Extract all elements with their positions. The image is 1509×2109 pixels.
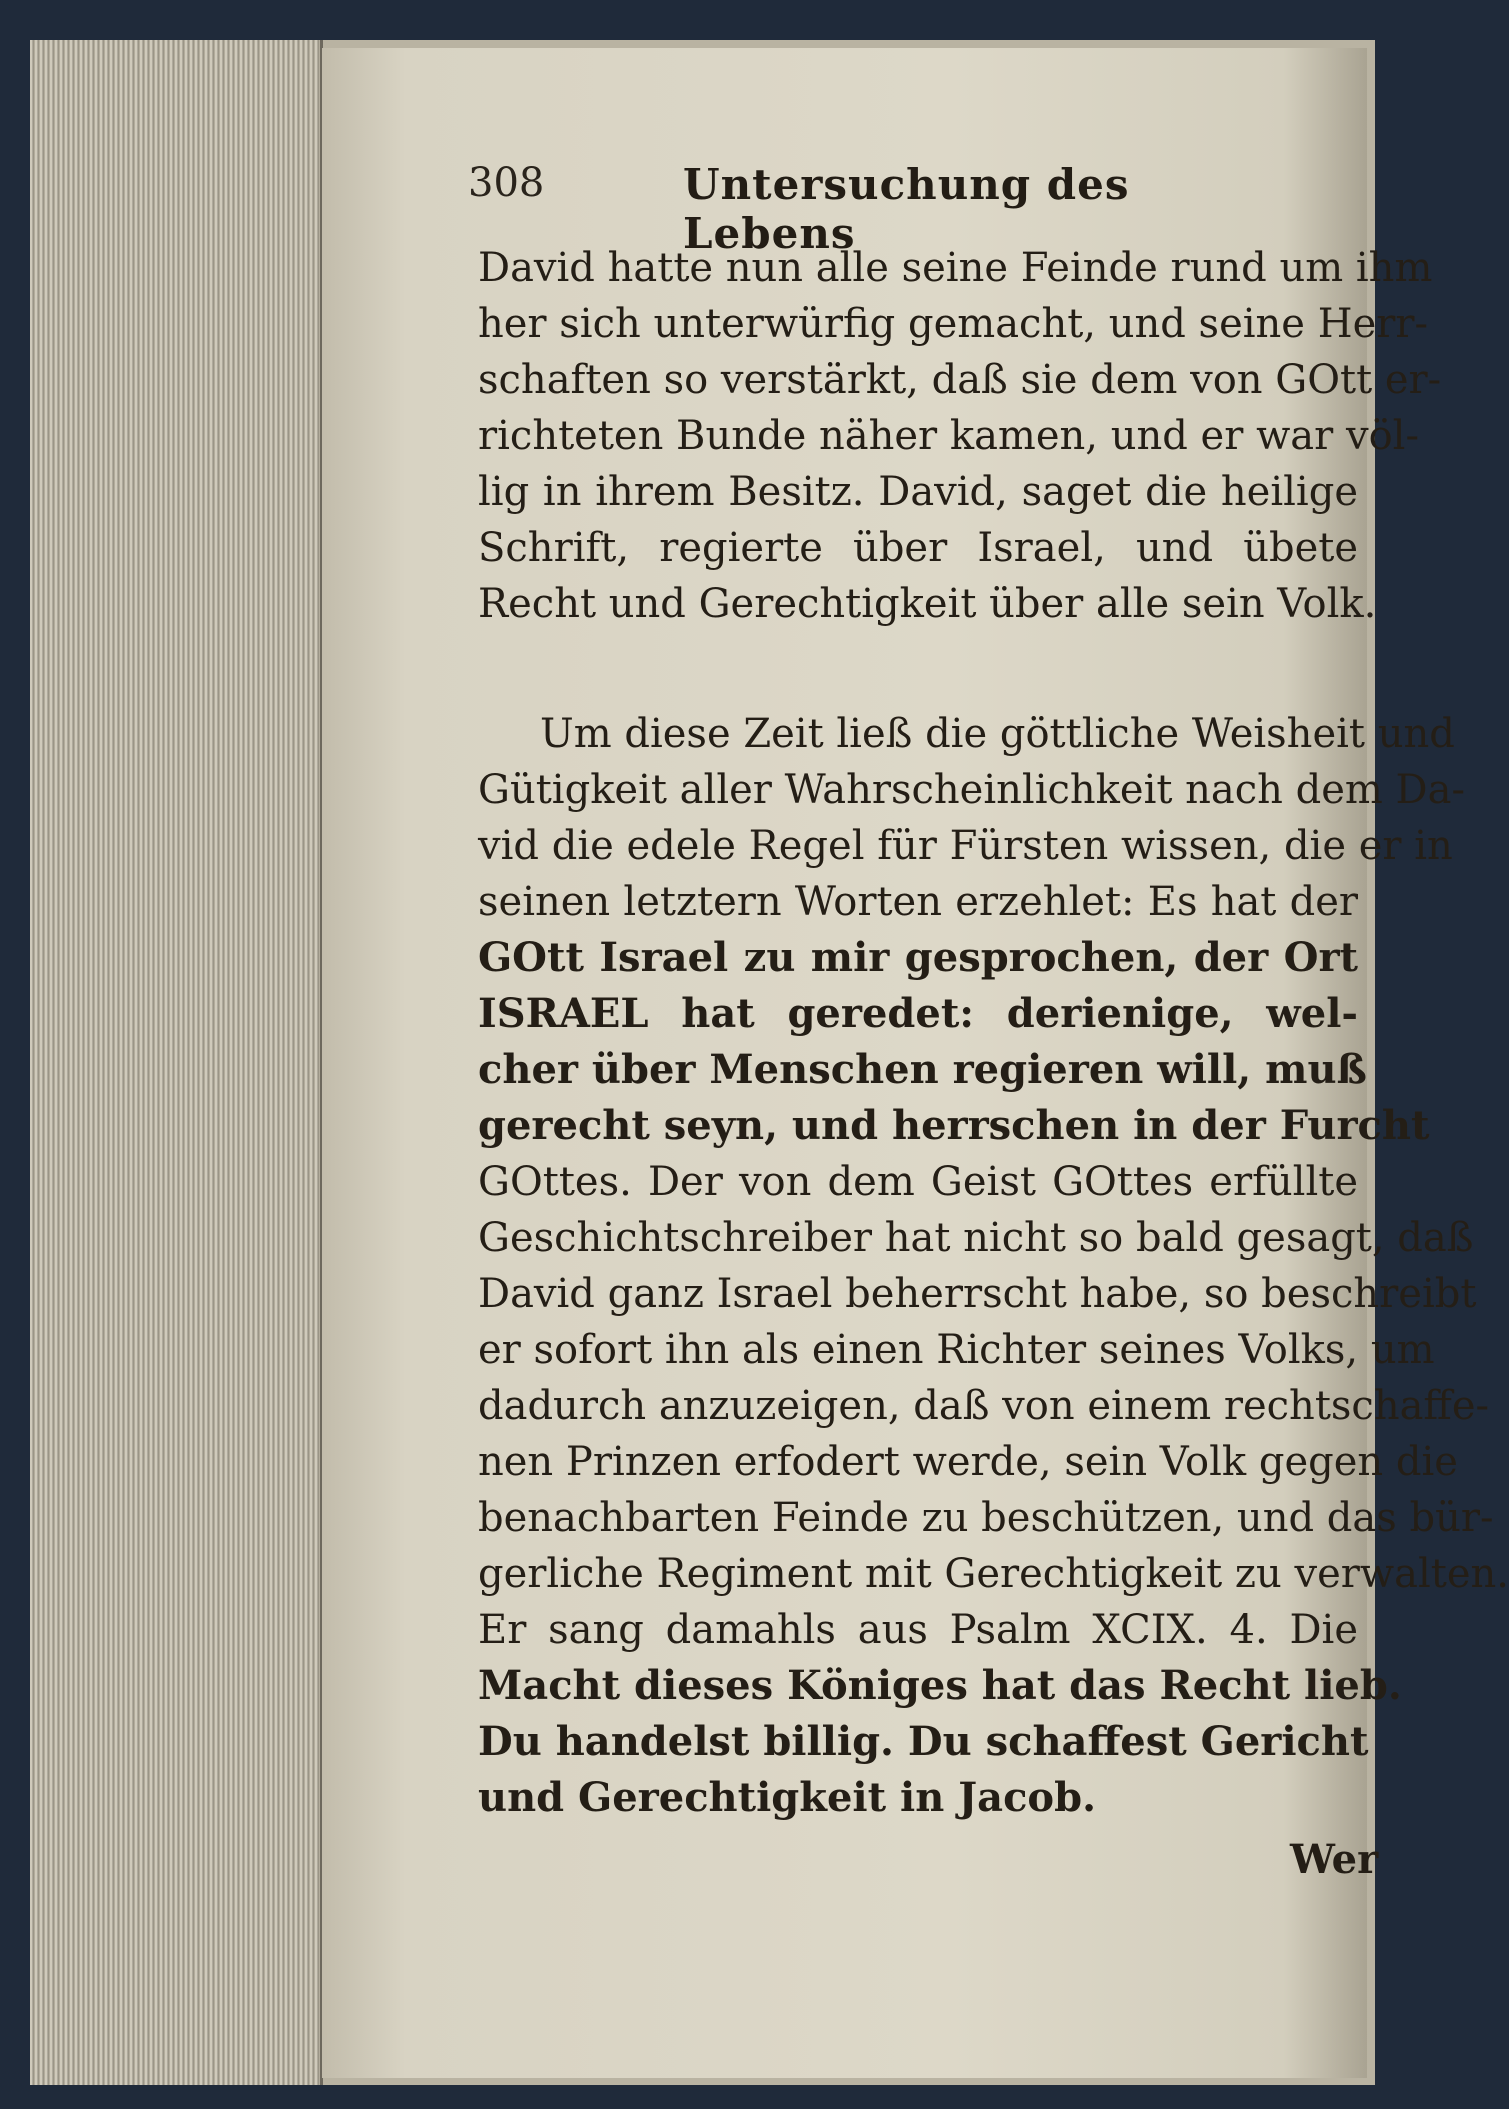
text-line: Schrift, regierte über Israel, und übete [478,525,1358,571]
text-line: lig in ihrem Besitz. David, saget die heilige [478,469,1358,515]
text-line: seinen letztern Worten erzehlet: Es hat der [478,879,1358,925]
quotation-line: gerecht seyn, und herrschen in der Furcht [478,1102,1430,1149]
paragraph-2 [478,706,1509,1826]
text-line: David hatte nun alle seine Feinde rund um ihm [478,245,1433,291]
text-line: GOttes. Der von dem Geist GOttes erfüllte [478,1159,1358,1205]
text-line: Gütigkeit aller Wahrscheinlichkeit nach dem Da- [478,767,1465,813]
text-line: er sofort ihn als einen Richter seines Volks, um [478,1327,1435,1373]
text-line: David ganz Israel beherrscht habe, so beschreibt [478,1271,1477,1317]
quotation-line: Du handelst billig. Du schaffest Gericht [478,1718,1369,1765]
quotation-line: Macht dieses Königes hat das Recht lieb. [478,1662,1402,1709]
text-line: nen Prinzen erfodert werde, sein Volk gegen die [478,1439,1458,1485]
text-line: gerliche Regiment mit Gerechtigkeit zu verwalten. [478,1551,1509,1597]
text-line: richteten Bunde näher kamen, und er war völ- [478,413,1419,459]
text-line: Um diese Zeit ließ die göttliche Weisheit und [540,711,1455,757]
text-line: dadurch anzuzeigen, daß von einem rechtschaffe- [478,1383,1490,1429]
quotation-line: GOtt Israel zu mir gesprochen, der Ort [478,934,1358,981]
catchword: Wer [1290,1836,1379,1883]
quotation-line: ISRAEL hat geredet: derienige, wel- [478,990,1358,1037]
page-header [468,160,1288,258]
paragraph-1 [478,240,1442,632]
running-title: Untersuchung des Lebens [683,160,1130,258]
text-line: Recht und Gerechtigkeit über alle sein Volk. [478,581,1377,627]
text-line: Er sang damahls aus Psalm XCIX. 4. Die [478,1607,1358,1653]
text-line: vid die edele Regel für Fürsten wissen, die er in [478,823,1453,869]
page-edges [30,40,323,2085]
quotation-line: und Gerechtigkeit in Jacob. [478,1774,1097,1821]
text-line: benachbarten Feinde zu beschützen, und das bür- [478,1495,1494,1541]
quotation-line: cher über Menschen regieren will, muß [478,1046,1367,1093]
text-line: schaften so verstärkt, daß sie dem von GOtt er- [478,357,1442,403]
page-number: 308 [468,160,545,206]
text-line: Geschichtschreiber hat nicht so bald gesagt, daß [478,1215,1474,1261]
text-line: her sich unterwürfig gemacht, und seine Herr- [478,301,1428,347]
